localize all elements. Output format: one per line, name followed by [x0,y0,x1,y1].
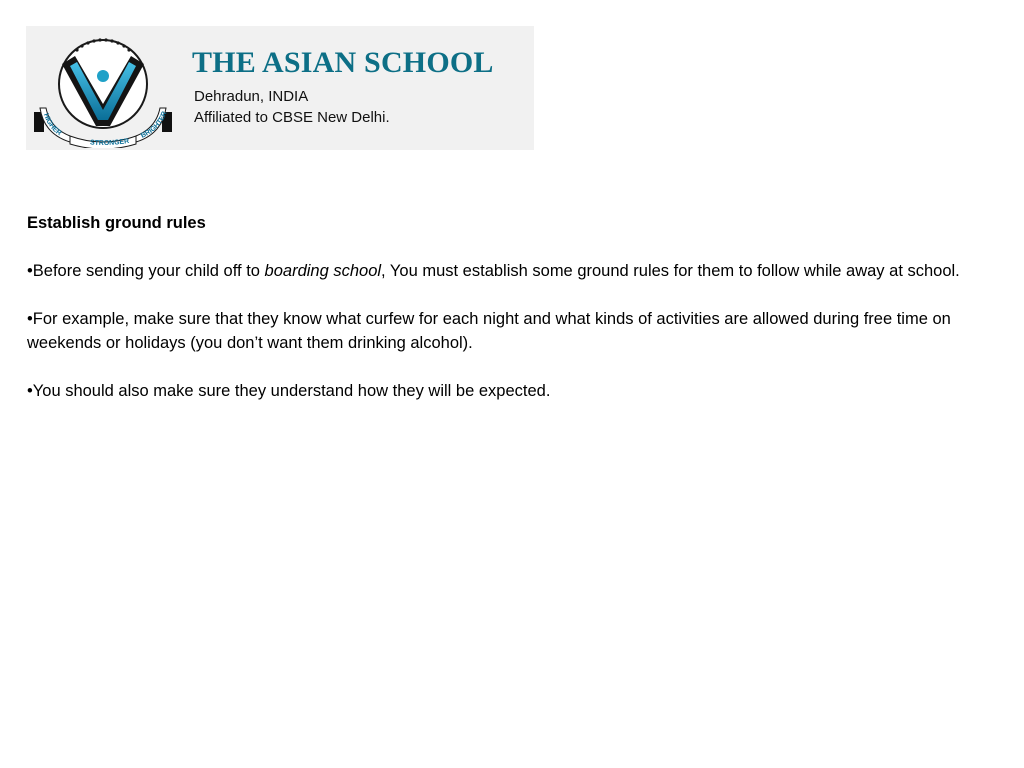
school-logo-banner [26,26,534,150]
bullet-1-suffix: , You must establish some ground rules for them to follow while away at school. [381,262,960,280]
school-location: Dehradun, INDIA [194,88,309,105]
bullet-paragraph-3: •You should also make sure they understand how they will be expected. [27,382,551,400]
school-name: THE ASIAN SCHOOL [192,46,494,79]
bullet-paragraph-2: •For example, make sure that they know what curfew for each night and what kinds of activities are allowed during free time on weekends or holidays (you don’t want them drinking alcohol). [27,310,951,352]
motto-center-text: STRONGER [89,137,130,148]
article-content [27,211,1002,427]
school-affiliation: Affiliated to CBSE New Delhi. [194,109,390,126]
motto-right-text: BRIGHTER [139,110,169,140]
bullet-1-prefix: •Before sending your child off to [27,262,265,280]
section-heading: Establish ground rules [27,214,206,232]
school-emblem-icon [30,30,180,148]
boarding-school-link[interactable]: boarding school [264,262,382,280]
motto-left-text: HIGHER [42,112,63,138]
bullet-paragraph-1 [27,259,1002,283]
